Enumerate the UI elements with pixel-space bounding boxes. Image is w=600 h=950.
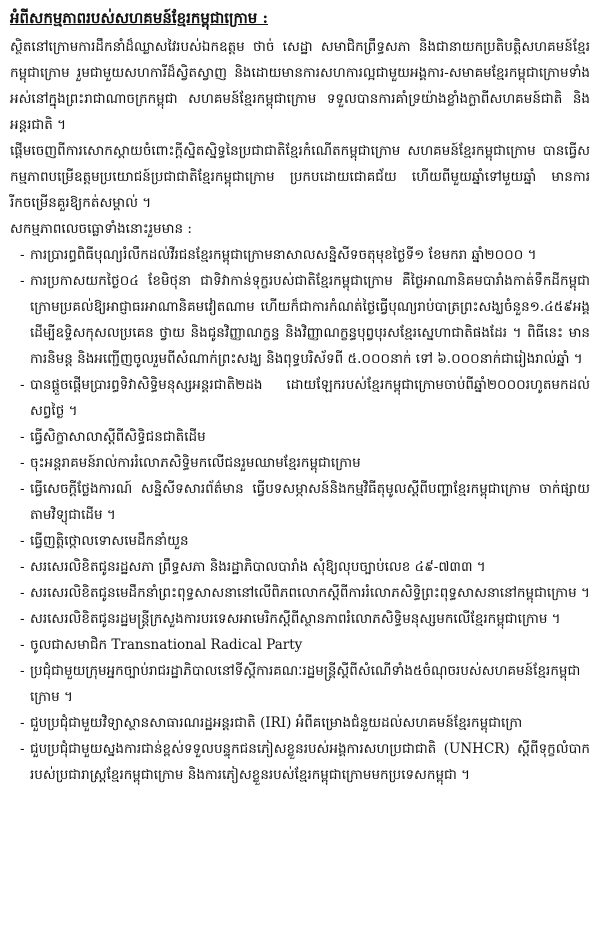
list-item-text: ជួបប្រជុំជាមួយវិទ្យាស្ថានសាធារណរដ្ឋអន្តរជាតិ (IRI) អំពីគម្រោងជំនួយដល់សហគមន៍ខ្មែរកម្ពុជាក្រោ <box>30 715 523 731</box>
list-item <box>10 268 590 372</box>
list-item-text: បានផ្តួចផ្តើមប្រារព្ធទិវាសិទ្ធិមនុស្សអន្តរជាតិ២ដង ដោយឡែករបស់ខ្មែរកម្ពុជាក្រោមចាប់ពីឆ្នាំ២០០០រហូតមកដល់សព្វថ្ងៃ ។ <box>30 377 590 419</box>
list-bullet: - <box>20 611 25 627</box>
list-bullet: - <box>20 429 25 445</box>
list-item <box>10 372 590 424</box>
intro-paragraph: ស្ថិតនៅក្រោមការដឹកនាំដ៏ឈ្លាសវៃរបស់ឯកឧត្តម ថាច់ សេដ្ឋា សមាជិកព្រឹទ្ធសភា និងជានាយកប្រតិបត្តិសហគមន៍ខ្មែរកម្ពុជាក្រោម រួមជាមួយសហការីដ៏ស្វិតស្វាញ និងដោយមានការសហការល្អជាមួយអង្គការ-សមាគមខ្មែរកម្ពុជាក្រោមទាំងអស់នៅក្នុងព្រះរាជាណាចក្រកម្ពុជា សហគមន៍ខ្មែរកម្ពុជាក្រោម ទទួលបានការគាំទ្រយ៉ាងខ្លាំងក្លាពីសហគមន៍ជាតិ និងអន្តរជាតិ ។ <box>10 39 590 133</box>
list-item <box>10 658 590 710</box>
list-bullet: - <box>20 637 25 653</box>
list-item <box>10 606 590 632</box>
list-bullet: - <box>20 455 25 471</box>
activities-lead-in: សកម្មភាពលេចធ្លោទាំងនោះរួមមាន : <box>10 221 192 237</box>
list-item-text: ការប្រារព្ធពិធីបុណ្យរំលឹកដល់វីរជនខ្មែរកម្ពុជាក្រោមនាសាលសន្និសីទចតុមុខថ្ងៃទី១ ខែមករា ឆ្នាំ២០០០ ។ <box>30 247 537 263</box>
list-bullet: - <box>20 715 25 731</box>
list-item-text: ធ្វើញត្តិថ្កោលទោសមេដឹកនាំយួន <box>30 533 189 549</box>
list-item <box>10 580 590 606</box>
list-item <box>10 424 590 450</box>
document-title: អំពីសកម្មភាពរបស់សហគមន៍ខ្មែរកម្ពុជាក្រោម : <box>10 9 269 27</box>
list-bullet: - <box>20 663 25 679</box>
list-item <box>10 554 590 580</box>
list-item <box>10 476 590 528</box>
list-bullet: - <box>20 533 25 549</box>
list-item-text: សរសេរលិខិតជូនរដ្ឋមន្ត្រីក្រសួងការបរទេសអាមេរិកស្តីពីស្ថានភាពរំលោភសិទ្ធិមនុស្សមកលើខ្មែរកម្ពុជាក្រោម ។ <box>30 611 561 627</box>
list-bullet: - <box>20 273 25 289</box>
list-item-text: ចុះអន្តរាគមន៍រាល់ការរំលោភសិទ្ធិមកលើជនរួមឈាមខ្មែរកម្ពុជាក្រោម <box>30 455 361 471</box>
list-item-text: ចូលជាសមាជិក Transnational Radical Party <box>30 637 303 653</box>
list-item-text: ធ្វើសេចក្តីថ្លែងការណ៍ សន្និសីទសារព័ត៌មាន ធ្វើបទសម្ភាសន៍និងកម្មវិធីតុមូលស្តីពីបញ្ហាខ្មែរកម្ពុជាក្រោម ចាក់ផ្សាយតាមវិទ្យុជាដើម ។ <box>30 481 590 523</box>
list-bullet: - <box>20 377 25 393</box>
list-item-text: ធ្វើសិក្ខាសាលាស្តីពីសិទ្ធិជនជាតិដើម <box>30 429 206 445</box>
list-item <box>10 450 590 476</box>
list-item <box>10 528 590 554</box>
list-bullet: - <box>20 585 25 601</box>
list-item-text: ប្រជុំជាមួយក្រុមអ្នកច្បាប់រាជរដ្ឋាភិបាលនៅទីស្តីការគណៈរដ្ឋមន្ត្រីស្តីពីសំណើទាំង៥ចំណុចរបស់សហគមន៍ខ្មែរកម្ពុជាក្រោម ។ <box>30 663 581 705</box>
list-bullet: - <box>20 481 25 497</box>
list-item-text: ជួបប្រជុំជាមួយស្នងការជាន់ខ្ពស់ទទួលបន្ទុកជនភៀសខ្លួនរបស់អង្គការសហប្រជាជាតិ (UNHCR) ស្តីពីទុក្ខលំបាករបស់ប្រជារាស្ត្រខ្មែរកម្ពុជាក្រោម និងការភៀសខ្លួនរបស់ខ្មែរកម្ពុជាក្រោមមកប្រទេសកម្ពុជា ។ <box>30 741 590 783</box>
list-item <box>10 736 590 788</box>
list-item-text: សរសេរលិខិតជូនមេដឹកនាំព្រះពុទ្ធសាសនានៅលើពិភពលោកស្តីពីការរំលោភសិទ្ធិព្រះពុទ្ធសាសនានៅកម្ពុជាក្រោម ។ <box>30 585 590 601</box>
list-item <box>10 710 590 736</box>
activities-summary-paragraph: ផ្តើមចេញពីការសោកស្តាយចំពោះក្តីស្និតស្និទ្ធនៃប្រជាជាតិខ្មែរកំណើតកម្ពុជាក្រោម សហគមន៍ខ្មែរកម្ពុជាក្រោម បានធ្វើសកម្មភាពបម្រើឧត្តមប្រយោជន៍ប្រជាជាតិខ្មែរកម្ពុជាក្រោម ប្រកបដោយជោគជ័យ ហើយពីមួយឆ្នាំទៅមួយឆ្នាំ មានការរីកចម្រើនគួរឱ្យកត់សម្គាល់ ។ <box>10 143 590 211</box>
activities-list <box>10 242 590 788</box>
list-bullet: - <box>20 559 25 575</box>
list-item <box>10 242 590 268</box>
list-item <box>10 632 590 658</box>
list-bullet: - <box>20 741 25 757</box>
list-bullet: - <box>20 247 25 263</box>
list-item-text: ការប្រកាសយកថ្ងៃ០៤ ខែមិថុនា ជាទិវាកាន់ទុក្ខរបស់ជាតិខ្មែរកម្ពុជាក្រោម គឺថ្ងៃអាណានិគមបារាំងកាត់ទឹកដីកម្ពុជាក្រោមប្រគល់ឱ្យអាជ្ញាធរអាណានិគមវៀតណាម ហើយក៏ជាការកំណត់ថ្ងៃធ្វើបុណ្យរាប់បាត្រព្រះសង្ឃចំនួន១.៤៥៩អង្គ ដើម្បីឧទ្ទិសកុសលប្រគេន ថ្វាយ និងជូនវិញ្ញាណក្ខន្ធ និងវិញ្ញាណក្ខន្ធបុព្វបុរសខ្មែរស្នេហាជាតិផងដែរ ។ ពិធីនេះ មានការនិមន្ត និងអញ្ជើញចូលរួមពីសំណាក់ព្រះសង្ឃ និងពុទ្ធបរិស័ទពី ៥.០០០នាក់ ទៅ ៦.០០០នាក់ជារៀងរាល់ឆ្នាំ ។ <box>30 273 590 367</box>
list-item-text: សរសេរលិខិតជូនរដ្ឋសភា ព្រឹទ្ធសភា និងរដ្ឋាភិបាលបារាំង សុំឱ្យលុបច្បាប់លេខ ៤៩-៧៣៣ ។ <box>30 559 486 575</box>
